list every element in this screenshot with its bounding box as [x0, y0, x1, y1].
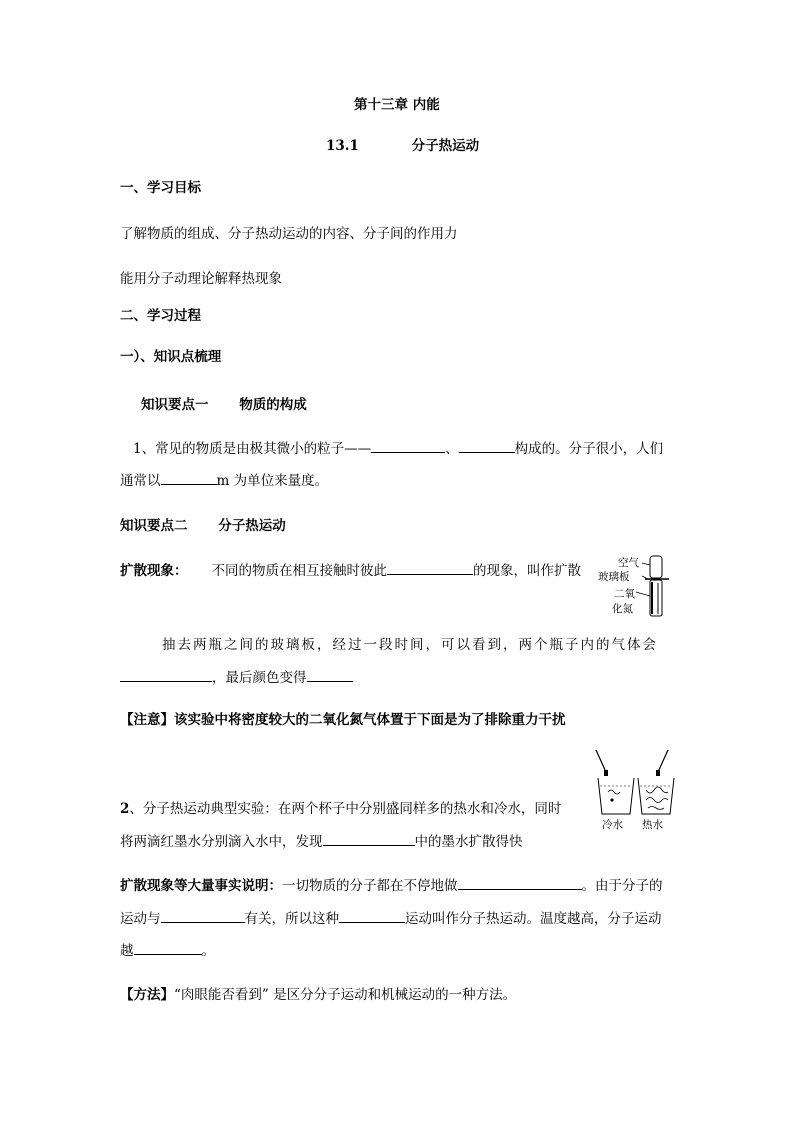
- conclusion-text: 运动与: [120, 911, 161, 927]
- answer-blank[interactable]: [458, 876, 582, 890]
- sub-heading: 一）、知识点梳理: [120, 349, 222, 365]
- diffusion-label: 扩散现象：: [120, 563, 188, 579]
- note-line: [120, 711, 566, 729]
- experiment-line2: [120, 832, 523, 851]
- chapter-title: 第十三章 内能: [354, 97, 440, 113]
- conclusion-text: 。由于分子的: [581, 878, 663, 894]
- method-text: “肉眼能否看到” 是区分分子运动和机械运动的一种方法。: [174, 987, 517, 1003]
- answer-blank[interactable]: [307, 668, 353, 682]
- label-hot-water: 热水: [642, 819, 663, 831]
- section-number: 13.1: [326, 138, 359, 154]
- point1-text: 、: [445, 441, 459, 457]
- conclusion-text: 一切物质的分子都在不停地做: [282, 878, 458, 894]
- conclusion-line1: [120, 876, 663, 895]
- section-title: [326, 137, 479, 155]
- answer-blank[interactable]: [161, 471, 217, 485]
- diffusion-para2b: [120, 668, 353, 687]
- goal-item: 能用分子动理论解释热现象: [120, 271, 282, 287]
- label-cold-water: 冷水: [602, 819, 623, 831]
- diffusion-text: 不同的物质在相互接触时彼此: [211, 563, 387, 579]
- answer-blank[interactable]: [459, 439, 515, 453]
- answer-blank[interactable]: [323, 832, 415, 846]
- conclusion-line3: [120, 941, 215, 960]
- diffusion-line: [120, 561, 581, 580]
- point1-text: 1、常见的物质是由极其微小的粒子——: [133, 441, 372, 457]
- point2-heading: [120, 517, 286, 535]
- conclusion-text: 越: [120, 943, 134, 959]
- answer-blank[interactable]: [120, 668, 212, 682]
- diffusion-text: 的现象，叫作扩散: [473, 563, 581, 579]
- experiment-line1: [120, 800, 561, 818]
- conclusion-label: 扩散现象等大量事实说明：: [120, 878, 282, 894]
- section-name: 分子热运动: [411, 138, 480, 154]
- point1-heading: [141, 396, 307, 414]
- conclusion-line2: [120, 909, 662, 928]
- method-label: 【方法】: [120, 987, 174, 1003]
- conclusion-text: 有关，所以这种: [244, 911, 339, 927]
- label-no2-top: 二氧: [614, 588, 635, 600]
- experiment-number: 2: [120, 801, 130, 817]
- label-glass-plate: 玻璃板: [598, 571, 630, 583]
- point1-label: 知识要点一: [141, 397, 209, 413]
- diffusion-para2: 抽去两瓶之间的玻璃板，经过一段时间，可以看到，两个瓶子内的气体会: [162, 637, 658, 653]
- method-line: [120, 986, 516, 1004]
- diffusion-text: ，最后颜色变得: [212, 670, 307, 686]
- diffusion-apparatus-figure: [598, 552, 678, 622]
- conclusion-text: 运动叫作分子热运动。温度越高，分子运动: [405, 911, 662, 927]
- answer-blank[interactable]: [387, 561, 473, 575]
- label-air: 空气: [618, 557, 639, 569]
- note-label: 【注意】: [120, 712, 174, 728]
- point1-line2: [120, 471, 328, 490]
- experiment-text: 中的墨水扩散得快: [414, 834, 523, 850]
- experiment-text: 将两滴红墨水分别滴入水中，发现: [120, 834, 323, 850]
- conclusion-text: 。: [201, 943, 215, 959]
- goal-item: 了解物质的组成、分子热动运动的内容、分子间的作用力: [120, 226, 458, 242]
- point2-title: 分子热运动: [218, 518, 286, 534]
- answer-blank[interactable]: [339, 909, 405, 923]
- point1-text: 构成的。分子很小，人们: [514, 441, 664, 457]
- answer-blank[interactable]: [371, 439, 445, 453]
- part1-heading: 一、学习目标: [120, 180, 201, 196]
- note-text: 该实验中将密度较大的二氧化氮气体置于下面是为了排除重力干扰: [174, 712, 566, 728]
- answer-blank[interactable]: [134, 941, 202, 955]
- point2-label: 知识要点二: [120, 518, 188, 534]
- beaker-experiment-figure: [592, 746, 682, 831]
- point1-line1: [133, 439, 663, 458]
- answer-blank[interactable]: [161, 909, 245, 923]
- experiment-text: 、分子热运动典型实验：在两个杯子中分别盛同样多的热水和冷水，同时: [129, 801, 562, 817]
- part2-heading: 二、学习过程: [120, 308, 201, 324]
- label-no2-bottom: 化氮: [612, 603, 633, 615]
- point1-title: 物质的构成: [239, 397, 307, 413]
- point1-text: 通常以: [120, 473, 161, 489]
- point1-text: m 为单位来量度。: [216, 473, 329, 489]
